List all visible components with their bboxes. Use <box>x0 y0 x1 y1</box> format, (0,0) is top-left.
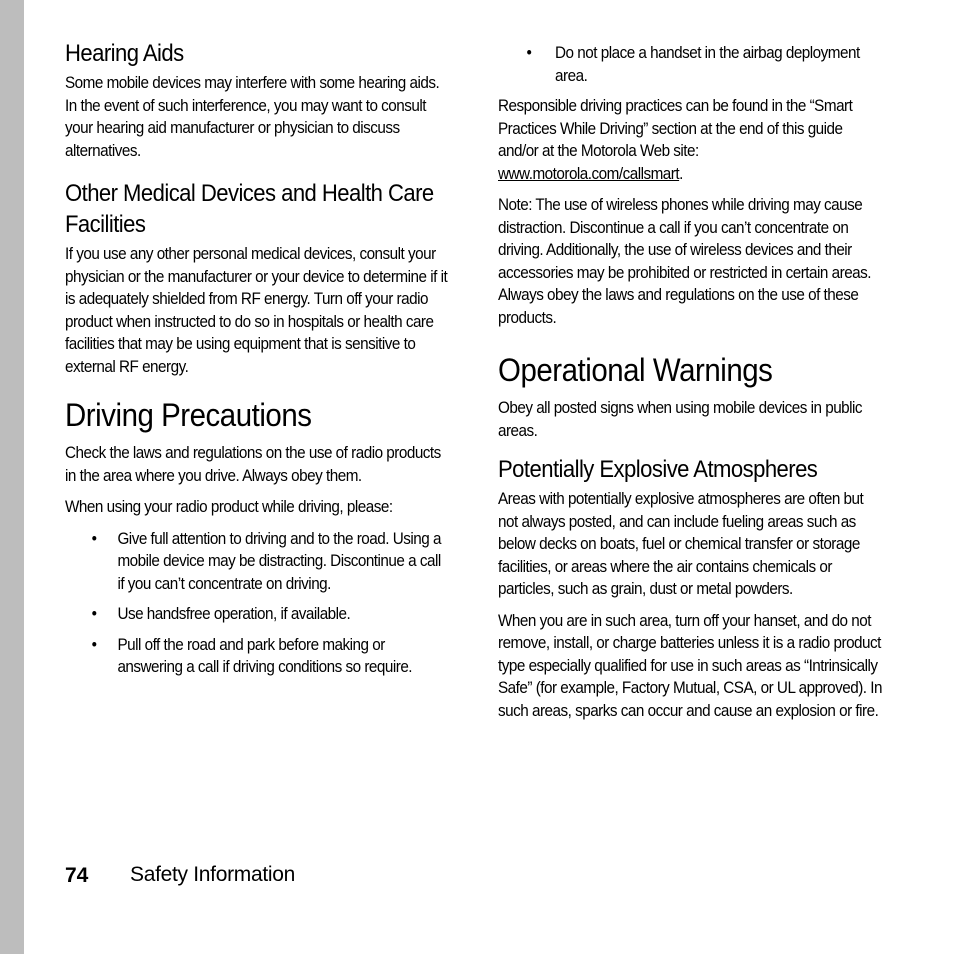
list-item-text: Do not place a handset in the airbag deployment area. <box>555 43 860 85</box>
medical-devices-heading: Other Medical Devices and Health Care Facilities <box>65 180 434 238</box>
airbag-bullet-list <box>498 42 883 87</box>
explosive-text-2: When you are in such area, turn off your hanset, and do not remove, install, or charge batteries unless it is a radio product type especially qualified for use in such areas as “Intrinsically Safe” (for example, Factory Mutual, CSA, or UL approved). In such areas, sparks can occur and cause an explosion or fire. <box>498 610 882 720</box>
list-item-text: Give full attention to driving and to the road. Using a mobile device may be distracting. Discontinue a call if you can’t concentrate on driving. <box>117 528 441 593</box>
bullet-icon: • <box>91 528 97 548</box>
list-item <box>65 528 450 596</box>
right-column <box>498 42 883 731</box>
section-title: Safety Information <box>130 863 296 886</box>
link-period: . <box>679 163 683 183</box>
list-item <box>65 603 450 626</box>
list-item <box>65 634 450 679</box>
medical-devices-text: If you use any other personal medical devices, consult your physician or the manufacturer or your device to determine if it is adequately shielded from RF energy. Turn off your radio product when instructed to do so in hospitals or health care facilities that may be using equipment that is sensitive to external RF energy. <box>65 244 448 376</box>
explosive-text-1: Areas with potentially explosive atmospheres are often but not always posted, and can include fueling areas such as below decks on boats, fuel or chemical transfer or storage facilities, or areas where the air contains chemicals or particles, such as grain, dust or metal powders. <box>498 489 864 598</box>
bullet-icon: • <box>91 634 97 654</box>
driving-precautions-heading: Driving Precautions <box>65 397 312 433</box>
left-column <box>65 38 450 687</box>
hearing-aids-text: Some mobile devices may interfere with some hearing aids. In the event of such interference, you may want to consult your hearing aid manufacturer or physician to discuss alternatives. <box>65 73 440 160</box>
motorola-callsmart-link[interactable]: www.motorola.com/callsmart <box>498 163 680 183</box>
driving-note-text: Note: The use of wireless phones while driving may cause distraction. Discontinue a call if you can’t concentrate on driving. Additionally, the use of wireless devices and their accessories may be prohibited or restricted in certain areas. Always obey the laws and regulations on the use of these products. <box>498 195 872 327</box>
bullet-icon: • <box>526 43 532 62</box>
list-item-text: Use handsfree operation, if available. <box>117 604 351 623</box>
driving-text-2: When using your radio product while driving, please: <box>65 497 393 516</box>
responsible-driving-body: Responsible driving practices can be found in the “Smart Practices While Driving” section at the end of this guide and/or at the Motorola Web site: <box>498 96 853 160</box>
explosive-atmospheres-heading: Potentially Explosive Atmospheres <box>498 456 818 483</box>
operational-warnings-heading: Operational Warnings <box>498 352 773 388</box>
bullet-icon: • <box>91 604 97 623</box>
page-number: 74 <box>65 864 89 887</box>
hearing-aids-heading: Hearing Aids <box>65 40 184 67</box>
driving-bullet-list <box>65 528 450 679</box>
operational-warnings-text: Obey all posted signs when using mobile devices in public areas. <box>498 398 863 440</box>
page-footer <box>65 862 296 888</box>
responsible-driving-text <box>498 95 883 185</box>
page-edge-bar <box>0 0 24 954</box>
list-item-text: Pull off the road and park before making or answering a call if driving conditions so require. <box>117 634 413 676</box>
list-item <box>498 42 883 87</box>
driving-text-1: Check the laws and regulations on the use of radio products in the area where you drive. Always obey them. <box>65 443 441 485</box>
